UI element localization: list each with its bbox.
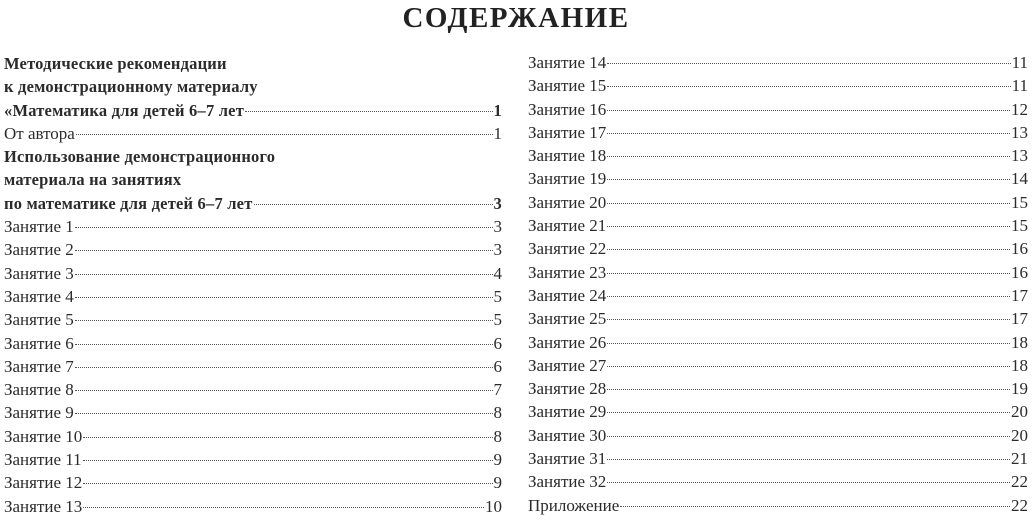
toc-entry[interactable] — [4, 448, 502, 471]
toc-entry-page: 13 — [1011, 122, 1028, 142]
toc-entry-page: 1 — [493, 100, 502, 120]
toc-left-column — [4, 52, 502, 518]
toc-entry-page: 4 — [493, 263, 502, 283]
toc-entry[interactable] — [528, 494, 1028, 517]
toc-entry-label: Занятие 4 — [4, 286, 74, 306]
toc-entry-label: Занятие 19 — [528, 169, 607, 189]
toc-entry-label: Занятие 12 — [4, 473, 83, 493]
dot-leader — [75, 367, 493, 368]
dot-leader — [75, 250, 493, 251]
toc-entry[interactable] — [528, 261, 1028, 284]
toc-entry-label: От автора — [4, 123, 75, 143]
dot-leader — [607, 459, 1010, 460]
toc-entry-label: Занятие 20 — [528, 192, 607, 212]
toc-entry[interactable] — [4, 308, 502, 331]
toc-entry-label: Занятие 27 — [528, 355, 607, 375]
dot-leader — [607, 86, 1010, 87]
section-heading-line: материала на занятиях — [4, 170, 182, 190]
toc-entry-page: 8 — [493, 426, 502, 446]
dot-leader — [607, 343, 1010, 344]
toc-entry-label: Занятие 21 — [528, 216, 607, 236]
page-title: СОДЕРЖАНИЕ — [402, 2, 630, 34]
toc-entry[interactable] — [528, 354, 1028, 377]
toc-entry-label: Занятие 17 — [528, 122, 607, 142]
toc-entry-page: 8 — [493, 403, 502, 423]
toc-entry[interactable] — [4, 332, 502, 355]
toc-entry-label: Занятие 13 — [4, 496, 83, 516]
toc-entry-usage[interactable] — [4, 192, 502, 215]
toc-entry-page: 1 — [493, 123, 502, 143]
toc-entry[interactable] — [528, 284, 1028, 307]
section-heading-line: к демонстрационному материалу — [4, 77, 258, 97]
toc-entry-label: Занятие 2 — [4, 240, 74, 260]
toc-entry-label: Занятие 11 — [4, 450, 82, 470]
dot-leader — [607, 273, 1010, 274]
toc-entry-label: Занятие 32 — [528, 472, 607, 492]
dot-leader — [75, 344, 493, 345]
toc-entry-author[interactable] — [4, 122, 502, 145]
toc-entry-label: Занятие 16 — [528, 99, 607, 119]
toc-entry[interactable] — [528, 167, 1028, 190]
dot-leader — [83, 460, 493, 461]
dot-leader — [83, 507, 484, 508]
toc-entry[interactable] — [4, 285, 502, 308]
toc-entry-label: Занятие 3 — [4, 263, 74, 283]
toc-entry-page: 15 — [1011, 216, 1028, 236]
toc-entry[interactable] — [528, 74, 1028, 97]
dot-leader — [607, 482, 1010, 483]
toc-entry-label: Занятие 8 — [4, 380, 74, 400]
toc-entry-methodology[interactable] — [4, 99, 502, 122]
dot-leader — [75, 274, 493, 275]
toc-left-lessons — [4, 215, 502, 518]
dot-leader — [607, 203, 1010, 204]
dot-leader — [607, 319, 1010, 320]
toc-entry-page: 3 — [493, 193, 502, 213]
dot-leader — [607, 389, 1010, 390]
toc-entry[interactable] — [4, 401, 502, 424]
dot-leader — [620, 506, 1010, 507]
toc-entry[interactable] — [4, 355, 502, 378]
toc-entry-page: 10 — [485, 496, 502, 516]
toc-entry-page: 9 — [493, 450, 502, 470]
dot-leader — [76, 134, 493, 135]
dot-leader — [607, 179, 1010, 180]
dot-leader — [75, 227, 493, 228]
toc-entry[interactable] — [528, 51, 1028, 74]
dot-leader — [607, 366, 1010, 367]
toc-entry-page: 12 — [1011, 99, 1028, 119]
toc-entry[interactable] — [528, 98, 1028, 121]
toc-entry-page: 6 — [493, 356, 502, 376]
section-heading-line: Использование демонстрационного — [4, 147, 276, 167]
dot-leader — [83, 483, 492, 484]
toc-entry-page: 14 — [1011, 169, 1028, 189]
toc-entry[interactable] — [4, 471, 502, 494]
toc-entry-page: 7 — [493, 380, 502, 400]
toc-entry[interactable] — [528, 307, 1028, 330]
toc-entry-page: 22 — [1011, 472, 1028, 492]
toc-entry[interactable] — [528, 237, 1028, 260]
toc-entry-label: Занятие 26 — [528, 332, 607, 352]
dot-leader — [607, 296, 1010, 297]
toc-entry[interactable] — [528, 377, 1028, 400]
toc-entry-page: 17 — [1011, 285, 1028, 305]
toc-entry-label: Занятие 30 — [528, 425, 607, 445]
toc-right-lessons — [528, 51, 1028, 517]
toc-entry-label: по математике для детей 6–7 лет — [4, 193, 253, 213]
toc-entry-page: 19 — [1011, 379, 1028, 399]
dot-leader — [75, 390, 493, 391]
toc-entry[interactable] — [528, 447, 1028, 470]
toc-right-column — [528, 51, 1028, 517]
toc-entry-label: Занятие 5 — [4, 310, 74, 330]
dot-leader — [607, 133, 1010, 134]
toc-entry-page: 21 — [1011, 449, 1028, 469]
toc-entry[interactable] — [528, 424, 1028, 447]
dot-leader — [607, 412, 1010, 413]
toc-entry-page: 3 — [493, 240, 502, 260]
dot-leader — [607, 156, 1010, 157]
toc-entry-label: Занятие 22 — [528, 239, 607, 259]
toc-entry-label: Приложение — [528, 495, 620, 515]
toc-entry-label: Занятие 18 — [528, 146, 607, 166]
section-heading-line: Методические рекомендации — [4, 54, 227, 73]
toc-entry[interactable] — [528, 400, 1028, 423]
toc-entry[interactable] — [4, 378, 502, 401]
dot-leader — [83, 437, 492, 438]
toc-entry[interactable] — [528, 470, 1028, 493]
toc-entry[interactable] — [528, 191, 1028, 214]
toc-entry-page: 9 — [493, 473, 502, 493]
dot-leader — [607, 226, 1010, 227]
toc-entry-label: «Математика для детей 6–7 лет — [4, 100, 245, 120]
toc-entry-page: 5 — [493, 286, 502, 306]
toc-entry-label: Занятие 28 — [528, 379, 607, 399]
toc-entry-label: Занятие 23 — [528, 262, 607, 282]
toc-entry-label: Занятие 31 — [528, 449, 607, 469]
toc-entry-page: 17 — [1011, 309, 1028, 329]
toc-entry-label: Занятие 1 — [4, 217, 74, 237]
toc-entry[interactable] — [4, 425, 502, 448]
dot-leader — [75, 320, 493, 321]
toc-entry-page: 13 — [1011, 146, 1028, 166]
toc-entry[interactable] — [4, 238, 502, 261]
toc-entry-page: 20 — [1011, 425, 1028, 445]
toc-entry-page: 3 — [493, 217, 502, 237]
toc-entry-page: 6 — [493, 333, 502, 353]
toc-entry-page: 22 — [1011, 495, 1028, 515]
dot-leader — [75, 413, 493, 414]
toc-entry-page: 11 — [1011, 76, 1028, 96]
toc-entry[interactable] — [4, 215, 502, 238]
dot-leader — [75, 297, 493, 298]
dot-leader — [245, 111, 493, 112]
toc-entry[interactable] — [4, 262, 502, 285]
toc-entry[interactable] — [4, 495, 502, 518]
dot-leader — [607, 249, 1010, 250]
toc-entry-label: Занятие 14 — [528, 53, 607, 72]
toc-entry-page: 16 — [1011, 239, 1028, 259]
toc-entry-page: 15 — [1011, 192, 1028, 212]
toc-entry-label: Занятие 9 — [4, 403, 74, 423]
toc-entry-label: Занятие 24 — [528, 285, 607, 305]
toc-entry-label: Занятие 10 — [4, 426, 83, 446]
toc-entry[interactable] — [528, 121, 1028, 144]
toc-entry-page: 16 — [1011, 262, 1028, 282]
dot-leader — [607, 436, 1010, 437]
toc-entry[interactable] — [528, 144, 1028, 167]
toc-entry-label: Занятие 29 — [528, 402, 607, 422]
toc-entry-page: 11 — [1011, 53, 1028, 72]
toc-entry-label: Занятие 15 — [528, 76, 607, 96]
toc-entry-label: Занятие 7 — [4, 356, 74, 376]
toc-entry-page: 18 — [1011, 355, 1028, 375]
dot-leader — [607, 63, 1010, 64]
dot-leader — [607, 110, 1010, 111]
toc-entry-page: 20 — [1011, 402, 1028, 422]
toc-entry[interactable] — [528, 331, 1028, 354]
toc-entry-page: 18 — [1011, 332, 1028, 352]
dot-leader — [254, 204, 493, 205]
toc-entry-label: Занятие 6 — [4, 333, 74, 353]
toc-entry-page: 5 — [493, 310, 502, 330]
toc-entry-label: Занятие 25 — [528, 309, 607, 329]
toc-entry[interactable] — [528, 214, 1028, 237]
